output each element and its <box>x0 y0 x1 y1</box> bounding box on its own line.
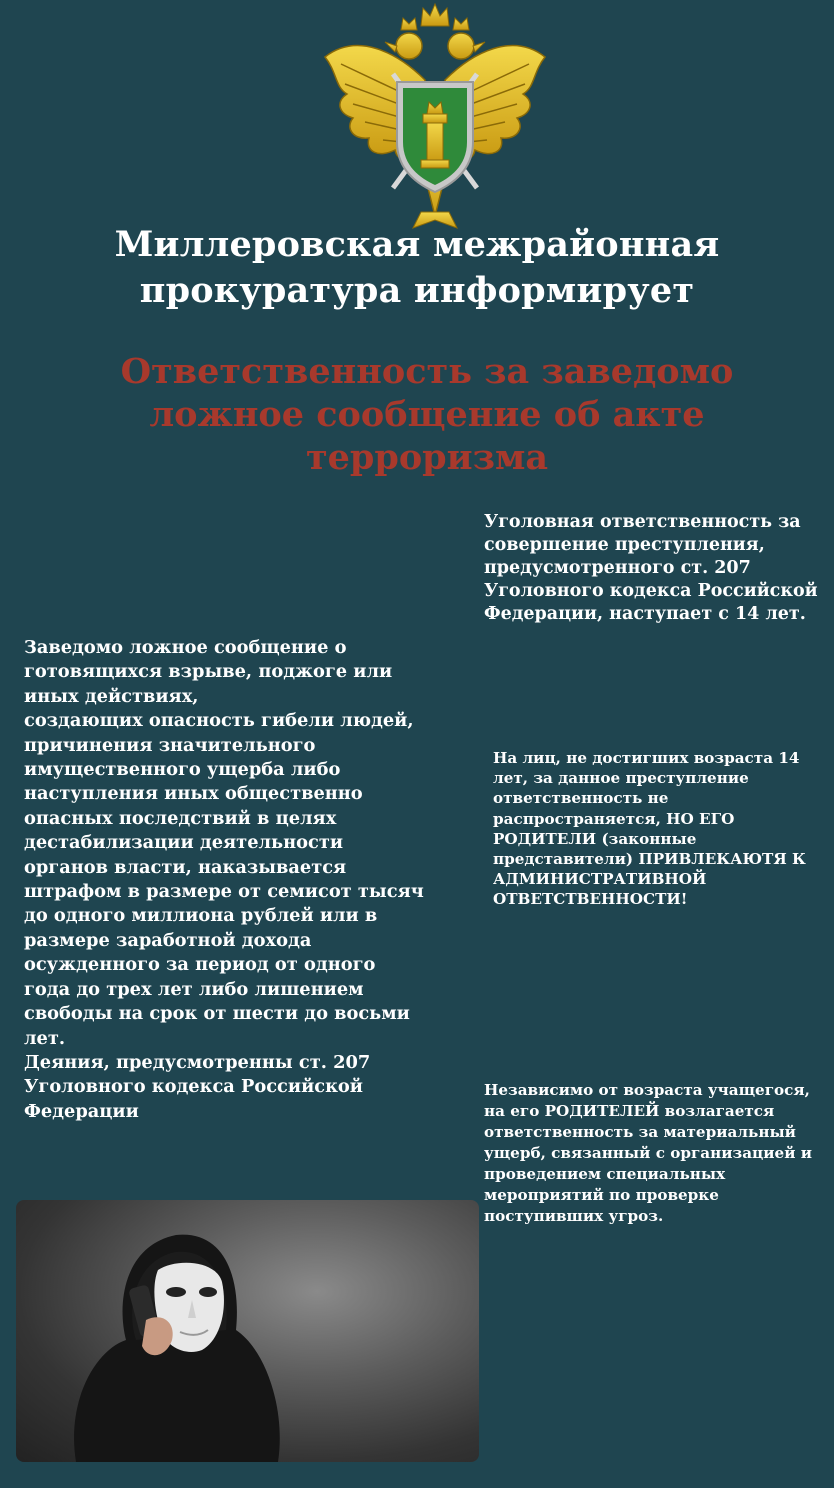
subtitle-line: ложное сообщение об акте <box>149 394 705 435</box>
material-damage-text <box>484 1080 834 1227</box>
penalty-description-text <box>24 636 464 1124</box>
text-line: ОТВЕТСТВЕННОСТИ! <box>493 890 688 909</box>
text-line: готовящихся взрыве, поджоге или <box>24 661 393 683</box>
page-title <box>0 222 834 314</box>
text-line: штрафом в размере от семисот тысяч <box>24 881 424 903</box>
title-line: Миллеровская межрайонная <box>114 224 720 265</box>
text-line: наступления иных общественно <box>24 783 363 805</box>
text-line: мероприятий по проверке <box>484 1186 719 1204</box>
text-line: создающих опасность гибели людей, <box>24 710 414 732</box>
subtitle-line: терроризма <box>305 437 549 478</box>
subtitle-line: Ответственность за заведомо <box>120 351 734 392</box>
text-line: На лиц, не достигших возраста 14 <box>493 749 800 767</box>
text-line: причинения значительного <box>24 734 316 756</box>
text-line: ущерб, связанный с организацией и <box>484 1144 813 1162</box>
text-line: Федерации <box>24 1100 139 1122</box>
text-line: иных действиях, <box>24 685 199 707</box>
text-line: РОДИТЕЛИ (законные <box>493 829 697 848</box>
text-line: органов власти, наказывается <box>24 856 347 878</box>
text-line: размере заработной дохода <box>24 929 312 951</box>
text-line: на его РОДИТЕЛЕЙ возлагается <box>484 1102 775 1120</box>
text-line: предусмотренного ст. 207 <box>484 558 751 578</box>
text-line: ответственность не <box>493 789 669 808</box>
text-line: дестабилизации деятельности <box>24 832 344 854</box>
text-line: Уголовная ответственность за <box>484 512 801 532</box>
text-line: до одного миллиона рублей или в <box>24 905 378 927</box>
text-line: проведением специальных <box>484 1165 726 1183</box>
text-line: Независимо от возраста учащегося, <box>484 1081 810 1099</box>
text-line: лет. <box>24 1027 66 1049</box>
text-line: осужденного за период от одного <box>24 954 376 976</box>
text-line: Деяния, предусмотренны ст. 207 <box>24 1051 371 1073</box>
text-line: опасных последствий в целях <box>24 807 337 829</box>
text-line: лет, за данное преступление <box>493 769 749 788</box>
text-line: Федерации, наступает с 14 лет. <box>484 604 806 624</box>
text-line: АДМИНИСТРАТИВНОЙ <box>493 870 707 889</box>
text-line: года до трех лет либо лишением <box>24 978 364 1000</box>
text-line: представители) ПРИВЛЕКАЮТЯ К <box>493 850 806 869</box>
text-line: совершение преступления, <box>484 535 765 555</box>
text-line: имущественного ущерба либо <box>24 759 341 781</box>
page-subtitle <box>0 350 834 479</box>
age-responsibility-text <box>484 511 834 626</box>
text-line: Заведомо ложное сообщение о <box>24 637 347 658</box>
text-line: распространяется, НО ЕГО <box>493 809 735 828</box>
prosecutor-emblem-icon <box>317 2 553 232</box>
text-line: ответственность за материальный <box>484 1123 796 1141</box>
masked-caller-photo <box>16 1200 479 1462</box>
title-line: прокуратура информирует <box>139 270 695 311</box>
text-line: Уголовного кодекса Российской <box>24 1076 363 1098</box>
text-line: Уголовного кодекса Российской <box>484 581 818 601</box>
text-line: свободы на срок от шести до восьми <box>24 1003 410 1025</box>
text-line: поступивших угроз. <box>484 1207 664 1225</box>
parents-responsibility-text <box>493 748 834 910</box>
